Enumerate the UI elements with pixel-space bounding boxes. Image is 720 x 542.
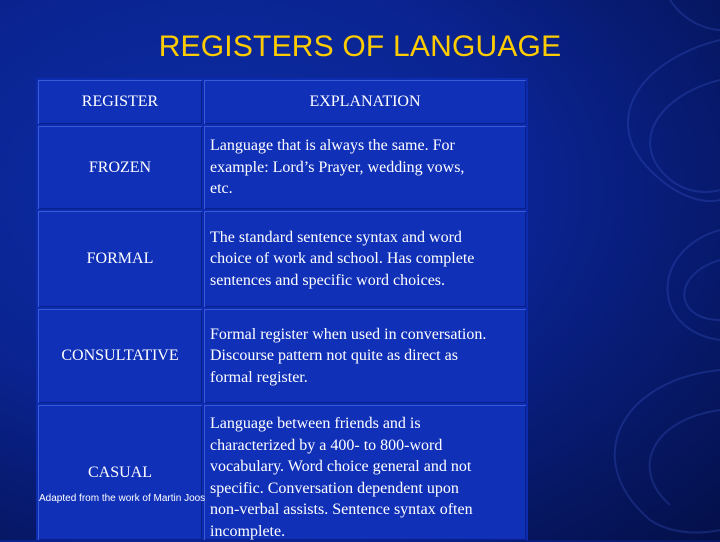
explanation-cell [204, 405, 526, 540]
explanation-line: The standard sentence syntax and word [210, 227, 474, 249]
explanation-line: incomplete. [210, 521, 473, 542]
explanation-line: formal register. [210, 367, 486, 389]
explanation-line: characterized by a 400- to 800-word [210, 435, 473, 457]
slide-title: REGISTERS OF LANGUAGE [0, 30, 720, 64]
register-cell [38, 405, 202, 540]
register-cell [38, 126, 202, 209]
header-explanation: EXPLANATION [204, 80, 526, 124]
explanation-line: Formal register when used in conversation. [210, 324, 486, 346]
explanation-text [210, 324, 486, 389]
explanation-line: sentences and specific word choices. [210, 270, 474, 292]
explanation-cell [204, 126, 526, 209]
explanation-text [210, 135, 464, 200]
explanation-line: non-verbal assists. Sentence syntax often [210, 499, 473, 521]
register-cell [38, 309, 202, 403]
registers-table [36, 78, 528, 540]
explanation-line: etc. [210, 178, 464, 200]
explanation-line: vocabulary. Word choice general and not [210, 456, 473, 478]
register-cell [38, 211, 202, 307]
explanation-line: specific. Conversation dependent upon [210, 478, 473, 500]
explanation-cell [204, 309, 526, 403]
explanation-line: Discourse pattern not quite as direct as [210, 345, 486, 367]
attribution-credit: Adapted from the work of Martin Joos [39, 493, 205, 504]
explanation-line: Language between friends and is [210, 413, 473, 435]
register-name: FORMAL [87, 248, 154, 270]
register-name: FROZEN [89, 157, 151, 179]
explanation-line: choice of work and school. Has complete [210, 248, 474, 270]
register-name: CONSULTATIVE [61, 345, 178, 367]
header-register: REGISTER [38, 80, 202, 124]
explanation-text [210, 413, 473, 542]
explanation-line: example: Lord’s Prayer, wedding vows, [210, 157, 464, 179]
explanation-cell [204, 211, 526, 307]
register-name: CASUAL [88, 462, 152, 484]
explanation-text [210, 227, 474, 292]
explanation-line: Language that is always the same. For [210, 135, 464, 157]
